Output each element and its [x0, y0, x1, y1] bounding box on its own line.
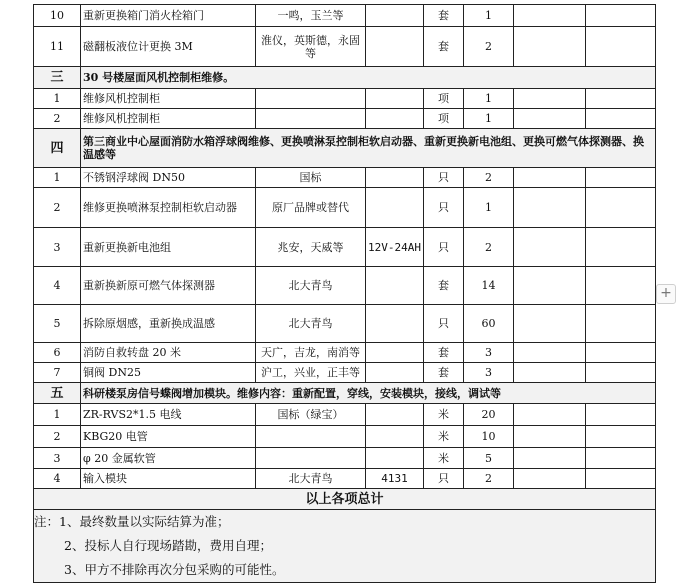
table-row — [34, 228, 656, 267]
section-title: 科研楼泵房信号蝶阀增加模块。维修内容：重新配置，穿线，安装模块，接线，调试等 — [81, 383, 656, 404]
item-unit: 只 — [424, 188, 464, 228]
item-model — [366, 267, 424, 305]
item-amount — [586, 363, 656, 383]
item-model: 12V-24AH — [366, 228, 424, 267]
item-name: φ 20 金属软管 — [81, 448, 256, 469]
item-model — [366, 27, 424, 67]
item-number: 3 — [34, 228, 81, 267]
item-name: 维修更换喷淋泵控制柜软启动器 — [81, 188, 256, 228]
item-name: 重新更换箱门消火栓箱门 — [81, 5, 256, 27]
item-unit-price — [514, 109, 586, 129]
item-quantity: 2 — [464, 469, 514, 489]
table-row — [34, 267, 656, 305]
item-name: KBG20 电管 — [81, 426, 256, 448]
item-amount — [586, 109, 656, 129]
item-unit-price — [514, 228, 586, 267]
item-number: 4 — [34, 267, 81, 305]
item-name: 输入模块 — [81, 469, 256, 489]
item-quantity: 1 — [464, 5, 514, 27]
item-unit-price — [514, 343, 586, 363]
item-amount — [586, 27, 656, 67]
item-name: 消防自救转盘 20 米 — [81, 343, 256, 363]
item-unit: 只 — [424, 469, 464, 489]
bill-of-quantities-table — [33, 4, 656, 583]
item-unit: 米 — [424, 426, 464, 448]
item-brand — [256, 109, 366, 129]
item-unit: 项 — [424, 109, 464, 129]
item-amount — [586, 228, 656, 267]
item-model — [366, 109, 424, 129]
item-number: 2 — [34, 426, 81, 448]
item-quantity: 20 — [464, 404, 514, 426]
item-number: 1 — [34, 404, 81, 426]
item-model — [366, 448, 424, 469]
section-row — [34, 129, 656, 168]
table-row — [34, 27, 656, 67]
item-unit-price — [514, 27, 586, 67]
item-unit-price — [514, 267, 586, 305]
item-model — [366, 404, 424, 426]
item-unit-price — [514, 305, 586, 343]
item-quantity: 2 — [464, 27, 514, 67]
item-quantity: 1 — [464, 109, 514, 129]
item-unit-price — [514, 168, 586, 188]
table-row — [34, 109, 656, 129]
item-quantity: 3 — [464, 363, 514, 383]
item-name: 不锈钢浮球阀 DN50 — [81, 168, 256, 188]
section-title: 第三商业中心屋面消防水箱浮球阀维修、更换喷淋泵控制柜软启动器、重新更换新电池组、更换可燃气体探测器、换温感等 — [81, 129, 656, 168]
item-name: 磁翻板液位计更换 3M — [81, 27, 256, 67]
item-brand: 北大青鸟 — [256, 469, 366, 489]
table-row — [34, 343, 656, 363]
section-number: 四 — [34, 129, 81, 168]
item-amount — [586, 305, 656, 343]
item-quantity: 60 — [464, 305, 514, 343]
item-brand — [256, 89, 366, 109]
item-unit-price — [514, 89, 586, 109]
item-brand: 北大青鸟 — [256, 267, 366, 305]
notes-row — [34, 510, 656, 583]
section-number: 五 — [34, 383, 81, 404]
item-quantity: 3 — [464, 343, 514, 363]
item-model — [366, 426, 424, 448]
item-unit-price — [514, 5, 586, 27]
item-amount — [586, 188, 656, 228]
item-unit: 套 — [424, 5, 464, 27]
table-row — [34, 305, 656, 343]
item-unit: 只 — [424, 305, 464, 343]
total-row — [34, 489, 656, 510]
note-line-2: 2、投标人自行现场踏勘，费用自理； — [64, 538, 272, 553]
item-amount — [586, 343, 656, 363]
item-unit-price — [514, 426, 586, 448]
item-unit-price — [514, 404, 586, 426]
item-quantity: 10 — [464, 426, 514, 448]
table-row — [34, 404, 656, 426]
item-unit: 套 — [424, 27, 464, 67]
item-name: 铜阀 DN25 — [81, 363, 256, 383]
item-unit: 米 — [424, 404, 464, 426]
item-quantity: 5 — [464, 448, 514, 469]
table-row — [34, 448, 656, 469]
item-brand: 国标（绿宝） — [256, 404, 366, 426]
item-brand: 北大青鸟 — [256, 305, 366, 343]
item-brand — [256, 448, 366, 469]
table-row — [34, 426, 656, 448]
item-unit-price — [514, 448, 586, 469]
item-quantity: 14 — [464, 267, 514, 305]
item-unit: 只 — [424, 168, 464, 188]
item-model — [366, 188, 424, 228]
item-unit: 米 — [424, 448, 464, 469]
item-number: 11 — [34, 27, 81, 67]
total-label: 以上各项总计 — [34, 489, 656, 510]
item-number: 2 — [34, 188, 81, 228]
item-quantity: 1 — [464, 89, 514, 109]
note-line-3: 3、甲方不排除再次分包采购的可能性。 — [64, 562, 285, 577]
item-number: 5 — [34, 305, 81, 343]
item-model — [366, 168, 424, 188]
section-title: 30 号楼屋面风机控制柜维修。 — [81, 67, 656, 89]
item-name: 重新更换新电池组 — [81, 228, 256, 267]
add-row-button[interactable]: + — [656, 284, 676, 304]
item-brand: 淮仪，英斯德，永固等 — [256, 27, 366, 67]
item-amount — [586, 5, 656, 27]
section-row — [34, 67, 656, 89]
item-number: 4 — [34, 469, 81, 489]
item-unit: 套 — [424, 267, 464, 305]
item-brand: 原厂品牌或替代 — [256, 188, 366, 228]
table-row — [34, 5, 656, 27]
item-unit: 套 — [424, 363, 464, 383]
item-name: 维修风机控制柜 — [81, 89, 256, 109]
item-unit: 套 — [424, 343, 464, 363]
item-unit: 项 — [424, 89, 464, 109]
item-number: 2 — [34, 109, 81, 129]
item-name: ZR-RVS2*1.5 电线 — [81, 404, 256, 426]
item-unit: 只 — [424, 228, 464, 267]
note-line-1: 注：1、最终数量以实际结算为准； — [34, 514, 230, 529]
item-unit-price — [514, 363, 586, 383]
item-unit-price — [514, 188, 586, 228]
item-number: 1 — [34, 168, 81, 188]
item-amount — [586, 168, 656, 188]
item-amount — [586, 469, 656, 489]
item-amount — [586, 426, 656, 448]
item-number: 10 — [34, 5, 81, 27]
item-amount — [586, 267, 656, 305]
item-quantity: 1 — [464, 188, 514, 228]
notes-cell — [34, 510, 656, 583]
item-model — [366, 363, 424, 383]
table-row — [34, 188, 656, 228]
item-brand: 一鸣，玉兰等 — [256, 5, 366, 27]
item-brand: 国标 — [256, 168, 366, 188]
item-name: 拆除原烟感，重新换成温感 — [81, 305, 256, 343]
item-brand — [256, 426, 366, 448]
item-quantity: 2 — [464, 228, 514, 267]
item-model — [366, 343, 424, 363]
item-amount — [586, 404, 656, 426]
item-model: 4131 — [366, 469, 424, 489]
item-model — [366, 5, 424, 27]
item-name: 维修风机控制柜 — [81, 109, 256, 129]
table-row — [34, 363, 656, 383]
item-brand: 沪工，兴业，正丰等 — [256, 363, 366, 383]
section-number: 三 — [34, 67, 81, 89]
item-number: 1 — [34, 89, 81, 109]
item-number: 3 — [34, 448, 81, 469]
item-brand: 兆安，天威等 — [256, 228, 366, 267]
item-number: 6 — [34, 343, 81, 363]
table-body — [34, 5, 656, 489]
table-row — [34, 168, 656, 188]
table-row — [34, 89, 656, 109]
item-quantity: 2 — [464, 168, 514, 188]
item-model — [366, 89, 424, 109]
item-amount — [586, 448, 656, 469]
table-row — [34, 469, 656, 489]
item-name: 重新换新原可燃气体探测器 — [81, 267, 256, 305]
item-number: 7 — [34, 363, 81, 383]
item-unit-price — [514, 469, 586, 489]
item-amount — [586, 89, 656, 109]
item-brand: 天广，吉龙，南消等 — [256, 343, 366, 363]
item-model — [366, 305, 424, 343]
section-row — [34, 383, 656, 404]
